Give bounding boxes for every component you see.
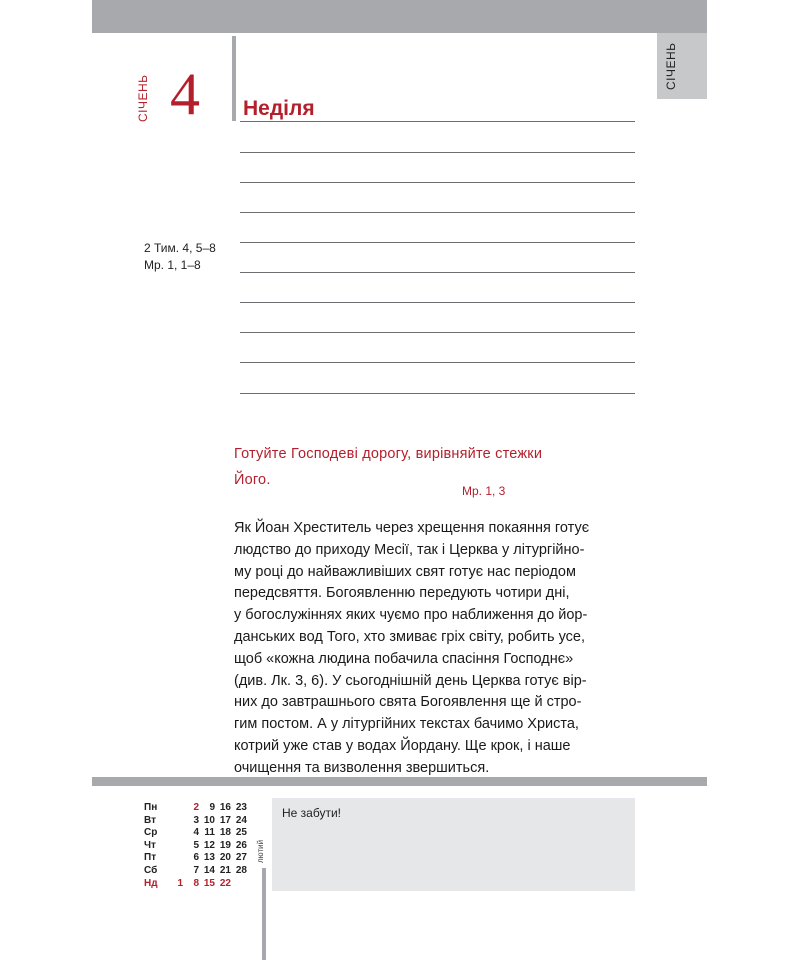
calendar-date: 6 <box>193 852 199 864</box>
calendar-date <box>168 865 183 878</box>
calendar-date <box>168 815 183 828</box>
reading-epistle: 2 Тим. 4, 5–8 <box>144 241 216 255</box>
calendar-date: 13 <box>203 852 215 864</box>
calendar-date: 21 <box>219 864 231 876</box>
calendar-date: 8 <box>193 877 199 889</box>
bottom-bar <box>92 777 707 786</box>
calendar-date: 23 <box>235 802 247 813</box>
calendar-date: 10 <box>203 814 215 826</box>
calendar-weekday: Пт <box>144 852 157 864</box>
calendar-weekday: Вт <box>144 814 156 826</box>
calendar-date: 2 <box>193 802 199 813</box>
reading-gospel: Мр. 1, 1–8 <box>144 258 201 272</box>
note-line <box>240 393 635 394</box>
note-line <box>240 212 635 213</box>
calendar-date <box>168 827 183 840</box>
calendar-date: 11 <box>204 827 215 839</box>
calendar-date: 1 <box>177 877 183 889</box>
calendar-weekday: Нд <box>144 877 158 889</box>
scripture-readings <box>144 240 216 274</box>
text-line: гим постом. А у літургійних текстах бачимо Христа, <box>234 716 579 733</box>
calendar-date: 25 <box>235 827 247 839</box>
calendar-date: 16 <box>219 802 231 813</box>
date-divider <box>232 36 236 121</box>
note-line <box>240 152 635 153</box>
text-line: передсвяття. Богоявленню передують чотири дні, <box>234 585 570 602</box>
calendar-date <box>168 802 183 815</box>
calendar-date: 4 <box>193 827 199 839</box>
note-line <box>240 182 635 183</box>
note-line <box>240 242 635 243</box>
calendar-row <box>144 827 247 840</box>
calendar-date <box>231 878 247 891</box>
notes-title: Не забути! <box>282 806 341 820</box>
text-line: очищення та визволення звершиться. <box>234 759 490 776</box>
calendar-date: 28 <box>235 864 247 876</box>
month-name: СІЧЕНЬ <box>136 74 150 122</box>
calendar-weekday: Чт <box>144 839 156 851</box>
calendar-weekday: Пн <box>144 802 158 813</box>
calendar-date: 18 <box>219 827 231 839</box>
quote-reference: Мр. 1, 3 <box>462 484 506 498</box>
calendar-date: 20 <box>219 852 231 864</box>
calendar-date <box>168 852 183 865</box>
text-line: данських вод Того, хто змиває гріх світу, робить усе, <box>234 628 585 645</box>
text-line: людство до приходу Месії, так і Церква у літургійно- <box>234 541 585 558</box>
calendar-date: 9 <box>209 802 215 813</box>
calendar-date: 14 <box>203 864 215 876</box>
text-line: у богослужіннях яких чуємо про наближення до йор- <box>234 607 588 624</box>
calendar-date <box>168 840 183 853</box>
meditation-text <box>234 518 654 780</box>
calendar-date: 15 <box>203 877 215 889</box>
calendar-date: 7 <box>193 864 199 876</box>
calendar-date: 26 <box>235 839 247 851</box>
text-line: них до завтрашнього свята Богоявлення ще й стро- <box>234 694 582 711</box>
quote-text: Готуйте Господеві дорогу, вирівняйте стежки Його. <box>234 446 543 488</box>
mini-calendar <box>144 802 247 890</box>
calendar-month-label: лютий <box>256 839 265 863</box>
day-number: 4 <box>170 61 200 127</box>
note-line <box>240 121 635 122</box>
calendar-row <box>144 865 247 878</box>
text-line: му році до найважливіших свят готує нас періодом <box>234 563 576 580</box>
note-line <box>240 362 635 363</box>
note-line <box>240 272 635 273</box>
calendar-date: 3 <box>193 814 199 826</box>
month-tab-label: СІЧЕНЬ <box>664 42 678 90</box>
calendar-date: 5 <box>193 839 199 851</box>
calendar-date: 12 <box>203 839 215 851</box>
calendar-weekday: Ср <box>144 827 158 839</box>
calendar-date: 27 <box>235 852 247 864</box>
text-line: котрий уже став у водах Йордану. Ще крок, і наше <box>234 737 571 754</box>
note-line <box>240 332 635 333</box>
calendar-date: 17 <box>219 814 231 826</box>
calendar-row-sunday <box>144 878 247 891</box>
calendar-row <box>144 852 247 865</box>
calendar-divider <box>262 868 266 960</box>
calendar-date: 19 <box>219 839 231 851</box>
note-line <box>240 302 635 303</box>
calendar-weekday: Сб <box>144 864 158 876</box>
calendar-row <box>144 802 247 815</box>
calendar-date: 24 <box>235 814 247 826</box>
calendar-date: 22 <box>219 877 231 889</box>
calendar-row <box>144 840 247 853</box>
text-line: Як Йоан Хреститель через хрещення покаяння готує <box>234 520 590 536</box>
text-line: щоб «кожна людина побачила спасіння Господнє» <box>234 650 574 667</box>
top-bar <box>92 0 707 33</box>
calendar-row <box>144 815 247 828</box>
weekday-title: Неділя <box>243 97 315 120</box>
text-line: (див. Лк. 3, 6). У сьогоднішній день Церква готує вір- <box>234 672 587 689</box>
